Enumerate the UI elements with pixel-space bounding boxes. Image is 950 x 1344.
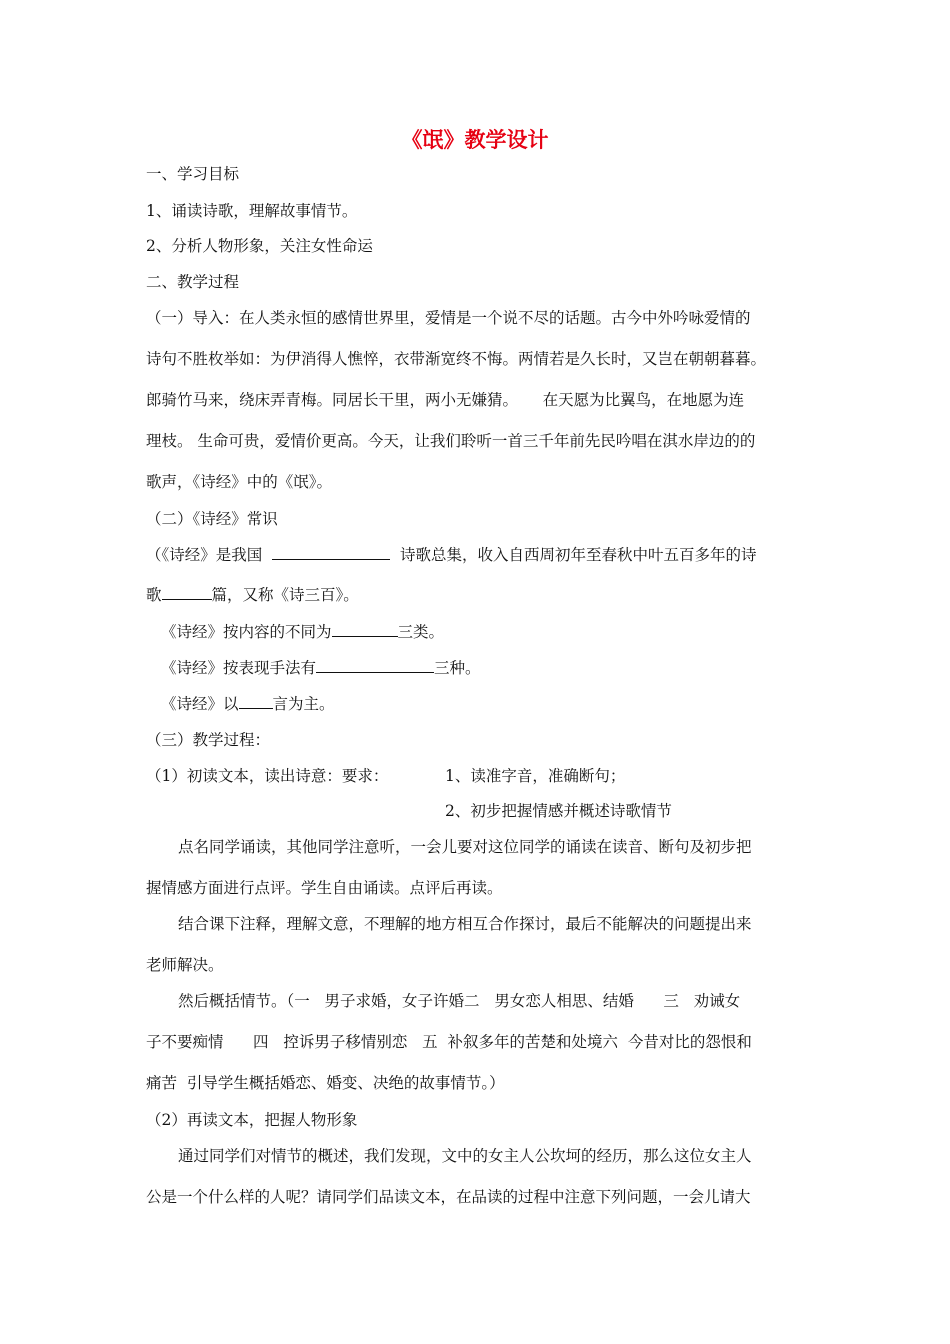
line-text: 言为主。 (272, 695, 335, 713)
blank-underline (316, 658, 434, 673)
fill-blank-line (146, 545, 757, 565)
line-text: 诗歌总集，收入自西周初年至春秋中叶五百多年的诗 (399, 546, 757, 564)
paragraph-line: （1）初读文本，读出诗意：要求： (146, 767, 389, 785)
paragraph-line: 1、诵读诗歌，理解故事情节。 (146, 202, 358, 220)
section-heading: （二）《诗经》常识 (146, 510, 278, 528)
fill-blank-line (161, 658, 481, 678)
blank-underline (332, 622, 398, 637)
paragraph-line: 诗句不胜枚举如：为伊消得人憔悴，衣带渐宽终不悔。两情若是久长时，又岂在朝朝暮暮。 (146, 350, 767, 368)
paragraph-line: 结合课下注释，理解文意，不理解的地方相互合作探讨，最后不能解决的问题提出来 (178, 915, 752, 933)
line-text: 《诗经》按内容的不同为 (161, 623, 332, 641)
blank-underline (272, 545, 390, 560)
section-heading: 一、学习目标 (146, 165, 240, 183)
line-text: （《诗经》是我国 (146, 546, 263, 564)
fill-blank-line (161, 694, 335, 714)
paragraph-line: 点名同学诵读，其他同学注意听，一会儿要对这位同学的诵读在读音、断句及初步把 (178, 838, 752, 856)
section-heading: 二、教学过程 (146, 273, 240, 291)
paragraph-line: 歌声，《诗经》中的《氓》。 (146, 473, 333, 491)
blank-underline (162, 585, 212, 600)
line-text: 篇，又称《诗三百》。 (211, 586, 359, 604)
paragraph-line: 老师解决。 (146, 956, 224, 974)
paragraph-line: 痛苦 引导学生概括婚恋、婚变、决绝的故事情节。） (146, 1074, 505, 1092)
requirement-item: 1、读准字音，准确断句； (445, 767, 626, 785)
line-text: 三种。 (434, 659, 481, 677)
section-heading: （三）教学过程： (146, 731, 271, 749)
section-heading: （2）再读文本，把握人物形象 (146, 1111, 358, 1129)
fill-blank-line (161, 622, 444, 642)
line-text: 《诗经》以 (161, 695, 239, 713)
paragraph-line: 公是一个什么样的人呢？请同学们品读文本，在品读的过程中注意下列问题，一会儿请大 (146, 1188, 751, 1206)
paragraph-line: 理枝。 生命可贵，爱情价更高。今天，让我们聆听一首三千年前先民吟唱在淇水岸边的的 (146, 432, 756, 450)
blank-underline (239, 694, 273, 709)
line-text: 歌 (146, 586, 162, 604)
paragraph-line: 然后概括情节。（一 男子求婚，女子许婚二 男女恋人相思、结婚 三 劝诫女 (178, 992, 741, 1010)
paragraph-line: （一）导入：在人类永恒的感情世界里，爱情是一个说不尽的话题。古今中外吟咏爱情的 (146, 309, 751, 327)
paragraph-line: 子不要痴情 四 控诉男子移情别恋 五 补叙多年的苦楚和处境六 今昔对比的怨恨和 (146, 1033, 752, 1051)
fill-blank-line (146, 585, 359, 605)
requirement-item: 2、初步把握情感并概述诗歌情节 (445, 802, 672, 820)
paragraph-line: 通过同学们对情节的概述，我们发现，文中的女主人公坎坷的经历，那么这位女主人 (178, 1147, 752, 1165)
paragraph-line: 郎骑竹马来，绕床弄青梅。同居长干里，两小无嫌猜。 在天愿为比翼鸟，在地愿为连 (146, 391, 745, 409)
line-text: 《诗经》按表现手法有 (161, 659, 317, 677)
paragraph-line: 握情感方面进行点评。学生自由诵读。点评后再读。 (146, 879, 503, 897)
line-text: 三类。 (397, 623, 445, 641)
page-title: 《氓》教学设计 (401, 128, 549, 152)
paragraph-line: 2、分析人物形象，关注女性命运 (146, 237, 373, 255)
